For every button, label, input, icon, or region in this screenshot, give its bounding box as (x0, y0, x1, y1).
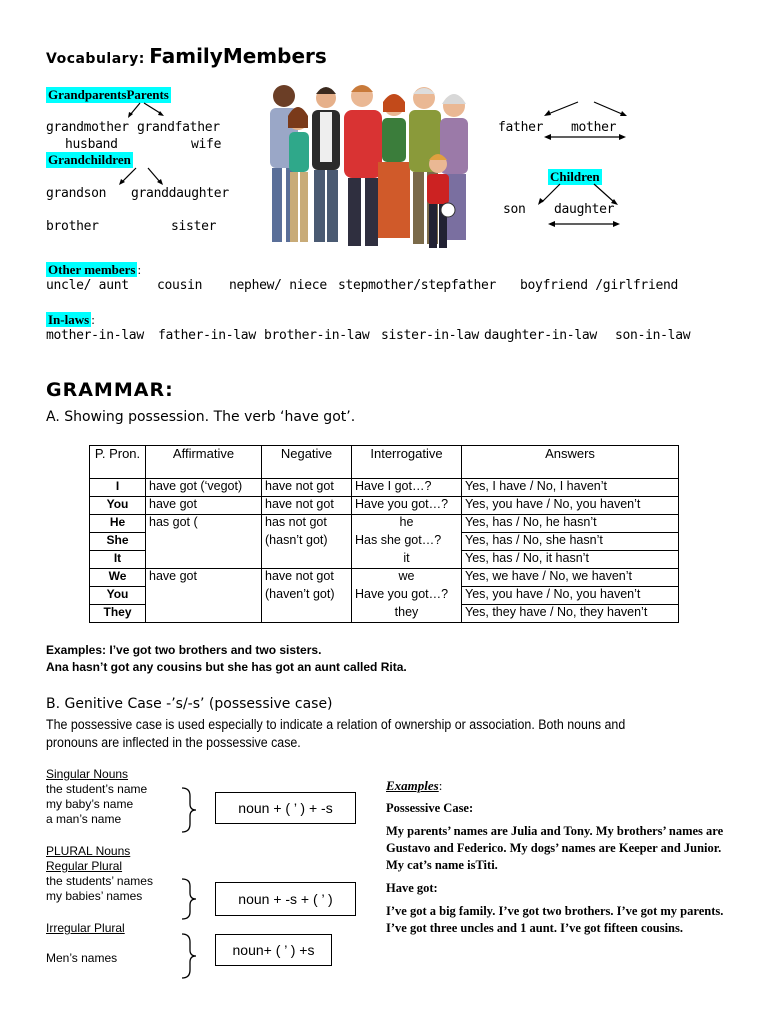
other-item: uncle/ aunt (46, 278, 129, 293)
interrogative-cell: he (352, 515, 462, 533)
negative-cell-empty (262, 605, 352, 623)
formula-singular: noun + ( ’ ) + -s (215, 792, 356, 824)
other-members-label: Other members (48, 262, 136, 277)
pronoun-cell: He (90, 515, 146, 533)
examples-heading-colon: : (438, 778, 443, 793)
negative-cell: (haven’t got) (262, 587, 352, 605)
negative-cell: (hasn’t got) (262, 533, 352, 551)
plural-block (46, 844, 153, 904)
family-illustration (262, 80, 476, 258)
affirmative-cell: have got (146, 497, 262, 515)
negative-cell: has not got (262, 515, 352, 533)
inlaws-label: In-laws (48, 312, 90, 327)
vocabulary-label: Vocabulary: (46, 51, 145, 67)
brother-word: brother (46, 219, 99, 234)
wife-word: wife (191, 137, 222, 152)
header-cell: Affirmative (146, 446, 262, 479)
brace-icon (178, 786, 200, 836)
other-item: boyfriend /girlfriend (520, 278, 679, 293)
figure-teen-boy (312, 87, 340, 242)
grandchildren-heading: Grandchildren (48, 152, 131, 167)
table-row (90, 497, 679, 515)
affirmative-cell: have got (146, 569, 262, 623)
interrogative-cell: they (352, 605, 462, 623)
interrogative-cell: Has she got…? (352, 533, 462, 551)
regular-plural-heading: Regular Plural (46, 859, 123, 873)
brace-icon (178, 932, 200, 982)
singular-example: my baby’s name (46, 797, 134, 811)
section-a-heading: A. Showing possession. The verb ‘have got’. (46, 409, 356, 425)
figure-father-red (344, 85, 382, 246)
grandmother-word: grandmother (46, 120, 129, 135)
pronoun-cell: They (90, 605, 146, 623)
irregular-plural-heading: Irregular Plural (46, 921, 125, 935)
other-members-heading: Other members : (48, 262, 142, 277)
affirmative-cell: has got ( (146, 515, 262, 569)
pronoun-cell: I (90, 479, 146, 497)
answer-cell: Yes, you have / No, you haven’t (462, 587, 679, 605)
examples-heading-label: Examples (386, 778, 439, 793)
answer-cell: Yes, has / No, she hasn’t (462, 533, 679, 551)
inlaw-item: mother-in-law (46, 328, 144, 343)
table-row (90, 569, 679, 587)
other-item: stepmother/stepfather (338, 278, 497, 293)
sister-word: sister (171, 219, 217, 234)
header-cell: P. Pron. (90, 446, 146, 479)
example-1-text: I’ve got two brothers and two sisters. (106, 643, 322, 657)
granddaughter-word: granddaughter (131, 186, 229, 201)
section-b-heading: B. Genitive Case -’s/-s’ (possessive case) (46, 696, 333, 712)
father-word: father (498, 120, 544, 135)
example-line-2: Ana hasn’t got any cousins but she has got an aunt called Rita. (46, 660, 407, 674)
affirmative-cell: have got (‘vegot) (146, 479, 262, 497)
inlaw-item: father-in-law (158, 328, 256, 343)
inlaw-item: brother-in-law (264, 328, 370, 343)
son-word: son (503, 202, 526, 217)
other-item: nephew/ niece (229, 278, 327, 293)
header-cell: Interrogative (352, 446, 462, 479)
page-title: FamilyMembers (149, 44, 327, 68)
regular-example: the students’ names (46, 874, 153, 888)
irregular-example: Men’s names (46, 951, 118, 965)
inlaw-item: son-in-law (615, 328, 691, 343)
interrogative-cell: Have I got…? (352, 479, 462, 497)
negative-cell: have not got (262, 497, 352, 515)
husband-word: husband (65, 137, 118, 152)
table-header-row (90, 446, 679, 479)
answer-cell: Yes, has / No, he hasn’t (462, 515, 679, 533)
vocabulary-heading (46, 44, 327, 68)
pronoun-cell: You (90, 497, 146, 515)
examples-label: Examples: (46, 643, 107, 657)
figure-mother-orange (378, 94, 410, 238)
inlaw-item: sister-in-law (381, 328, 479, 343)
examples-heading (386, 777, 442, 795)
header-cell: Negative (262, 446, 352, 479)
example-line-1 (46, 643, 321, 657)
grandson-word: grandson (46, 186, 107, 201)
inlaws-heading: In-laws : (48, 312, 95, 327)
table-row (90, 515, 679, 533)
possessive-intro: The possessive case is used especially to indicate a relation of ownership or association. Both nouns and pronouns are inflected in the possessive case. (46, 717, 626, 750)
children-heading: Children (550, 169, 600, 184)
negative-cell-empty (262, 551, 352, 569)
pronoun-cell: She (90, 533, 146, 551)
have-got-table (89, 445, 679, 623)
grandparents-parents-heading: GrandparentsParents (48, 87, 169, 102)
answer-cell: Yes, you have / No, you haven’t (462, 497, 679, 515)
answer-cell: Yes, we have / No, we haven’t (462, 569, 679, 587)
formula-regular-plural: noun + -s + ( ’ ) (215, 882, 356, 916)
plural-heading: PLURAL Nouns (46, 844, 131, 858)
daughter-word: daughter (554, 202, 615, 217)
negative-cell: have not got (262, 479, 352, 497)
other-item: cousin (157, 278, 203, 293)
header-cell: Answers (462, 446, 679, 479)
answer-cell: Yes, has / No, it hasn’t (462, 551, 679, 569)
interrogative-cell: it (352, 551, 462, 569)
answer-cell: Yes, they have / No, they haven’t (462, 605, 679, 623)
answer-cell: Yes, I have / No, I haven’t (462, 479, 679, 497)
singular-example: the student’s name (46, 782, 148, 796)
pronoun-cell: We (90, 569, 146, 587)
figure-girl-green (288, 107, 309, 242)
regular-example: my babies’ names (46, 889, 143, 903)
singular-example: a man’s name (46, 812, 122, 826)
inlaw-item: daughter-in-law (484, 328, 597, 343)
table-row (90, 479, 679, 497)
have-got-text: I’ve got a big family. I’ve got two brothers. I’ve got my parents. I’ve got three uncles and 1 aunt. I’ve got fifteen cousins. (386, 904, 724, 935)
interrogative-cell: Have you got…? (352, 587, 462, 605)
negative-cell: have not got (262, 569, 352, 587)
pronoun-cell: It (90, 551, 146, 569)
grammar-heading: GRAMMAR: (46, 379, 174, 401)
formula-irregular-plural: noun+ ( ’ ) +s (215, 934, 332, 966)
have-got-label: Have got: (386, 881, 438, 895)
singular-block (46, 767, 147, 827)
interrogative-cell: Have you got…? (352, 497, 462, 515)
possessive-case-label: Possessive Case: (386, 801, 474, 815)
interrogative-cell: we (352, 569, 462, 587)
brace-icon (178, 877, 200, 923)
possessive-case-text: My parents’ names are Julia and Tony. My brothers’ names are Gustavo and Federico. My dogs’ names are Keeper and Junior. My cat’s name isTiti. (386, 824, 724, 872)
mother-word: mother (571, 120, 617, 135)
singular-heading: Singular Nouns (46, 767, 129, 781)
grandparents-arrows (120, 101, 180, 121)
pronoun-cell: You (90, 587, 146, 605)
grandfather-word: grandfather (137, 120, 220, 135)
